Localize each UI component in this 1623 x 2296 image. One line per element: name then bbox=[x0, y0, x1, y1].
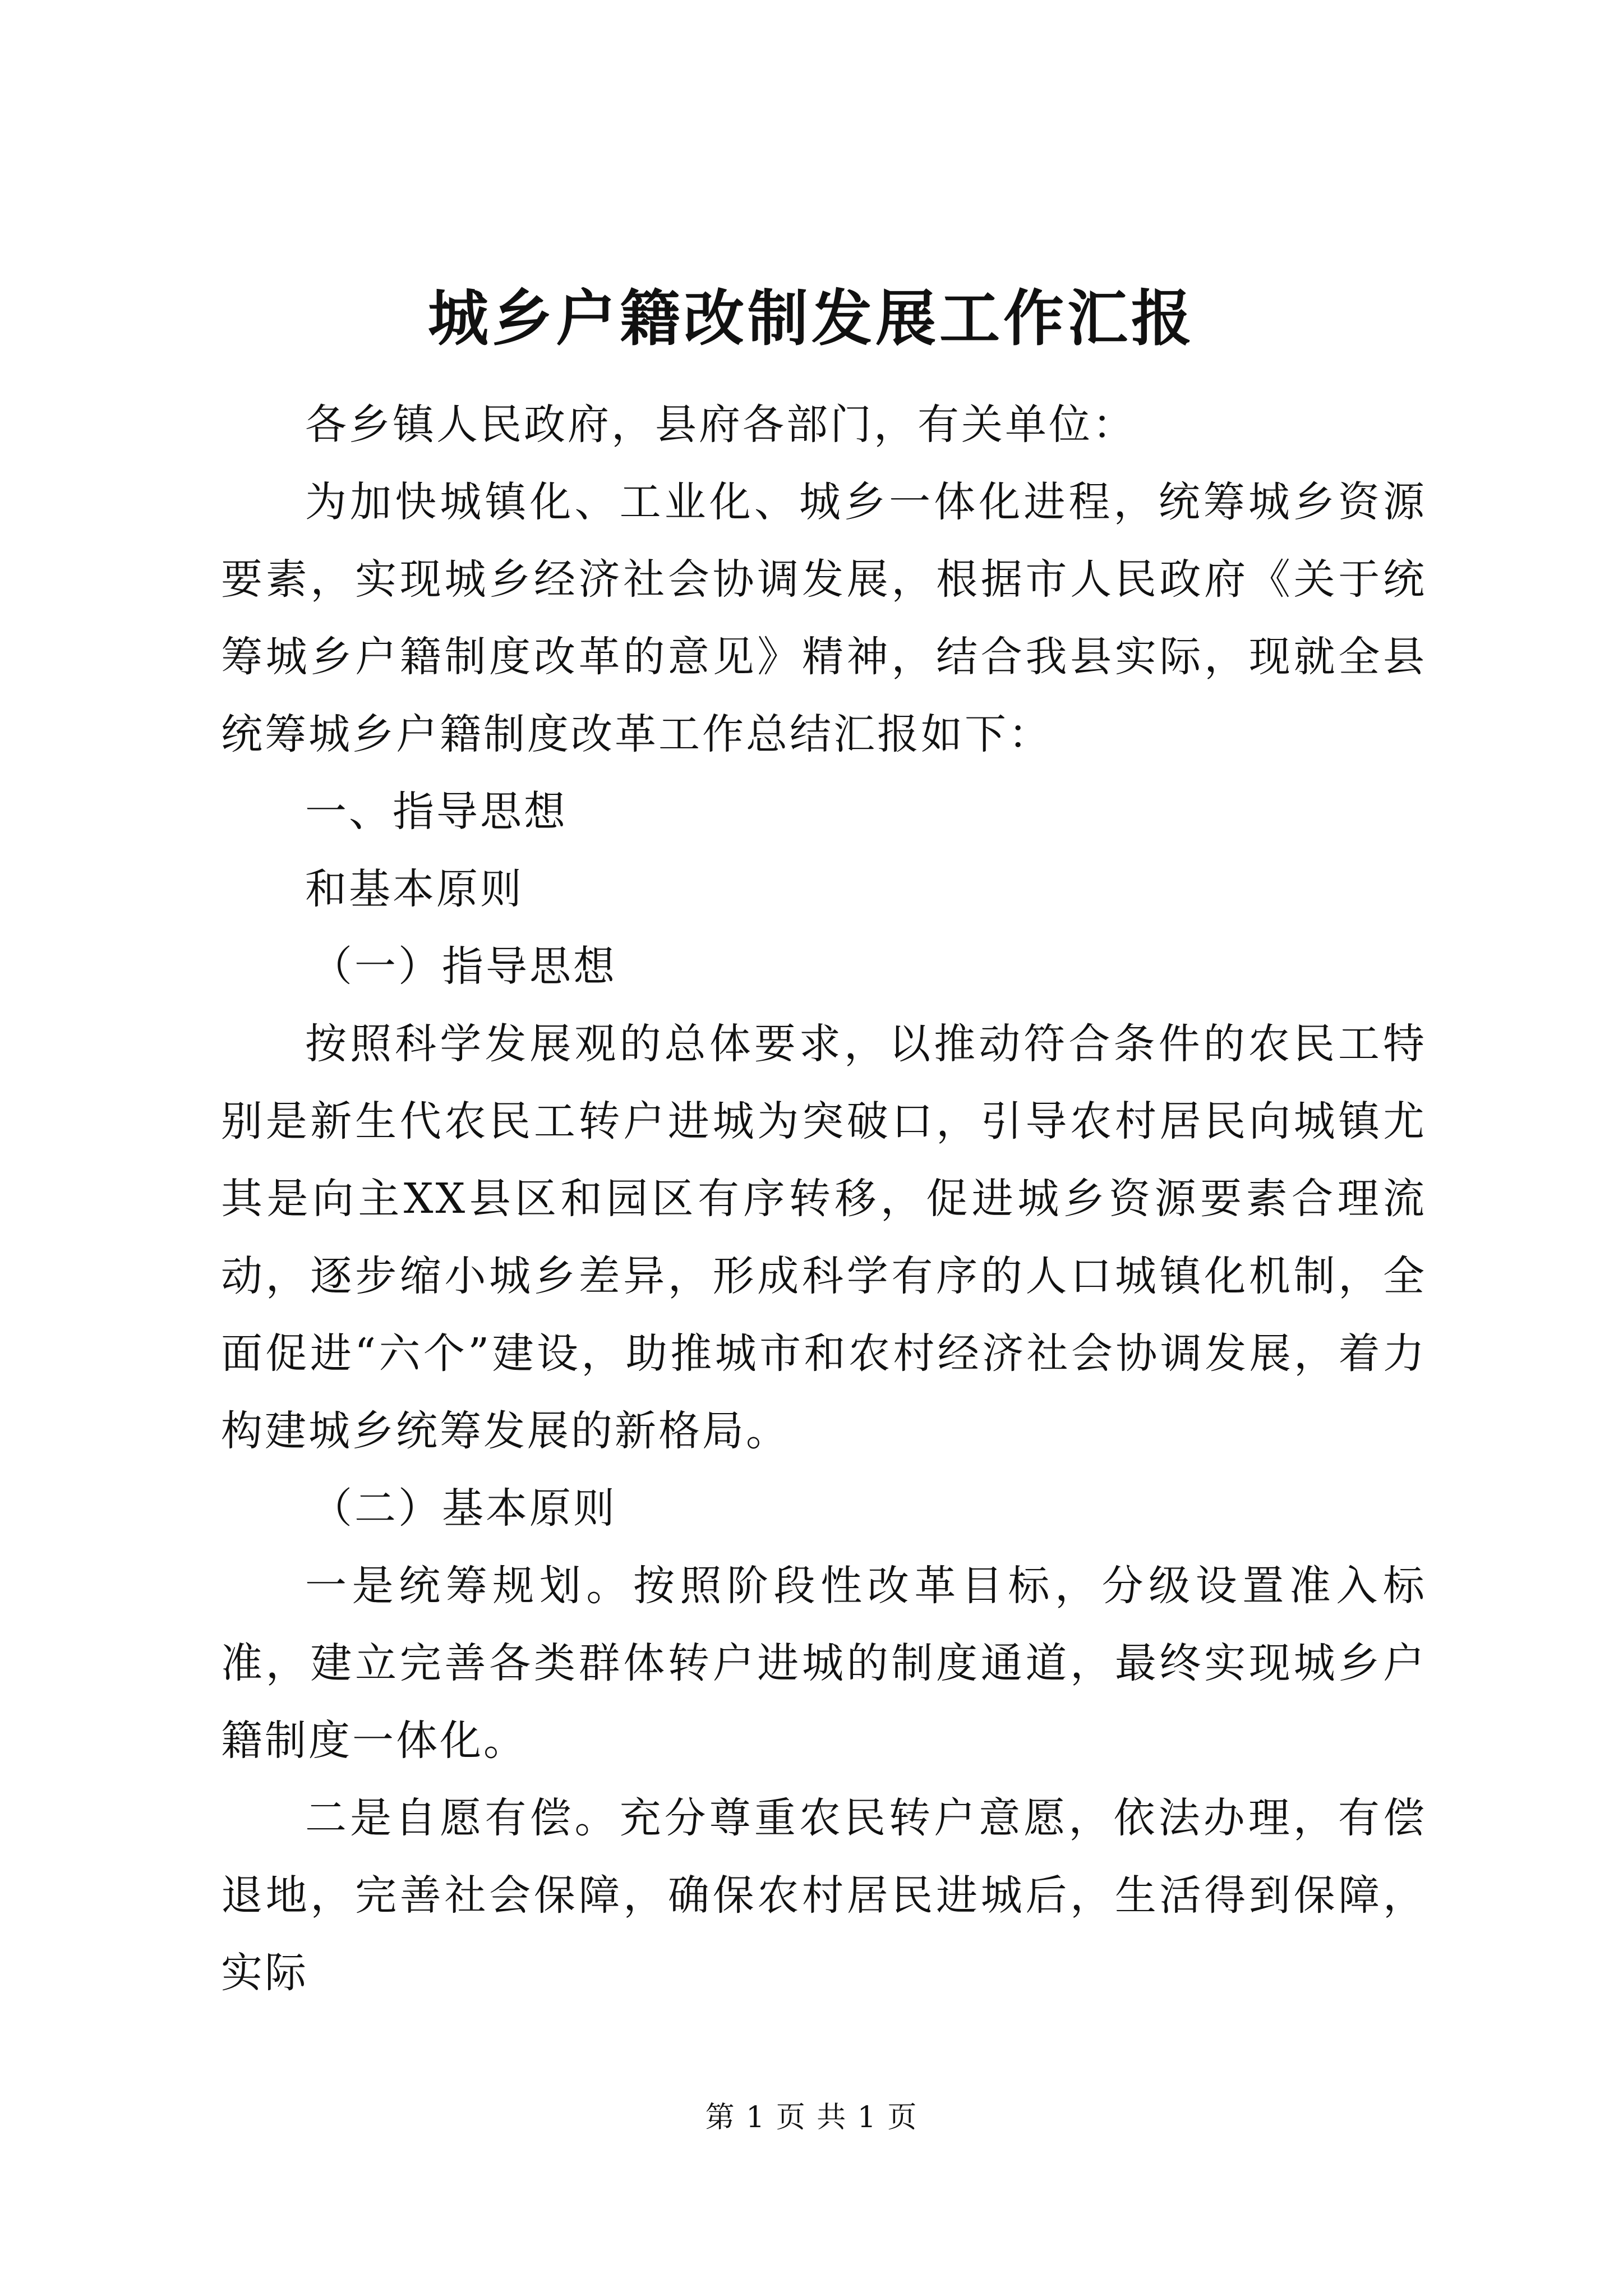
guiding-ideology-paragraph: 按照科学发展观的总体要求，以推动符合条件的农民工特别是新生代农民工转户进城为突破口，引导农村居民向城镇尤其是向主XX县区和园区有序转移，促进城乡资源要素合理流动，逐步缩小城乡差异，形成科学有序的人口城镇化机制，全面促进“六个”建设，助推城市和农村经济社会协调发展，着力构建城乡统筹发展的新格局。 bbox=[221, 1020, 1427, 1455]
document-body bbox=[221, 386, 1427, 2012]
page-footer: 第 1 页 共 1 页 bbox=[705, 2101, 918, 2134]
intro-paragraph: 为加快城镇化、工业化、城乡一体化进程，统筹城乡资源要素，实现城乡经济社会协调发展，根据市人民政府《关于统筹城乡户籍制度改革的意见》精神，结合我县实际，现就全县统筹城乡户籍制度改革工作总结汇报如下： bbox=[221, 478, 1427, 758]
principle-2-paragraph: 二是自愿有偿。充分尊重农民转户意愿，依法办理，有偿退地，完善社会保障，确保农村居民进城后，生活得到保障，实际 bbox=[221, 1794, 1427, 1997]
subsection-heading-2: （二）基本原则 bbox=[311, 1484, 617, 1533]
principle-1-paragraph: 一是统筹规划。按照阶段性改革目标，分级设置准入标准，建立完善各类群体转户进城的制度通道，最终实现城乡户籍制度一体化。 bbox=[221, 1562, 1427, 1765]
section-heading-1: 一、指导思想 bbox=[305, 788, 568, 836]
document-title: 城乡户籍改制发展工作汇报 bbox=[427, 283, 1195, 354]
section-heading-1-continued: 和基本原则 bbox=[305, 865, 524, 913]
subsection-heading-1: （一）指导思想 bbox=[311, 942, 617, 991]
salutation-paragraph: 各乡镇人民政府，县府各部门，有关单位： bbox=[305, 401, 1136, 449]
